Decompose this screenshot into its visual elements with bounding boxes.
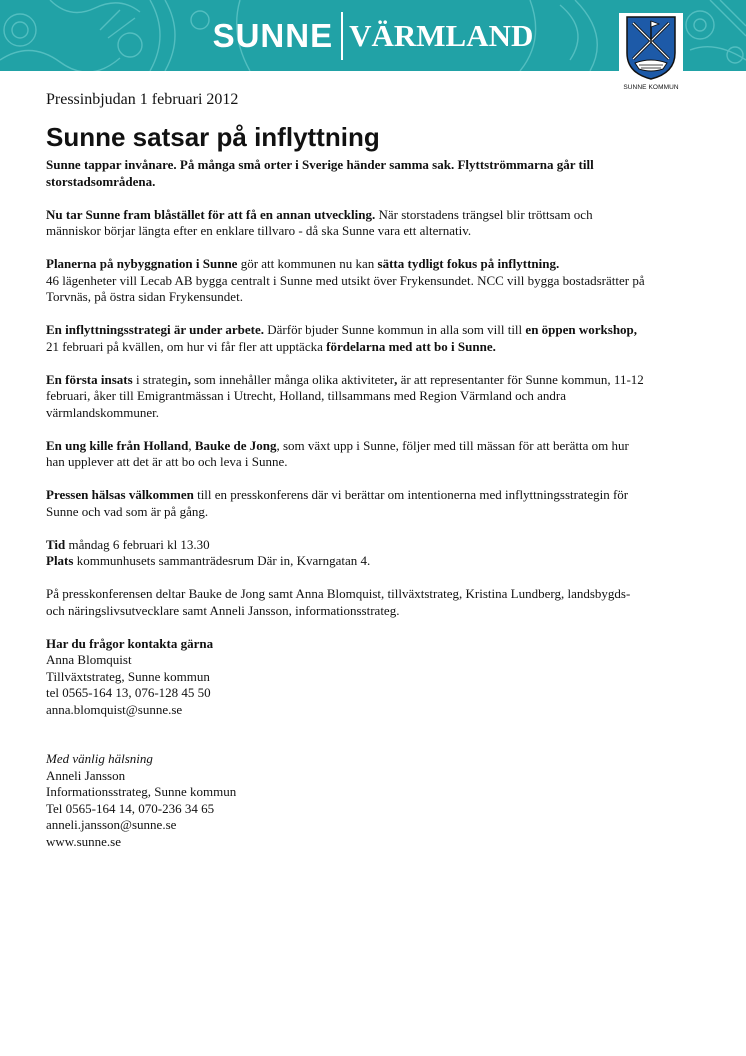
construction-bold-1: Planerna på nybyggnation i Sunne: [46, 256, 238, 271]
paragraph-participants: På presskonferensen deltar Bauke de Jong samt Anna Blomquist, tillväxtstrateg, Kristina Lundberg, landsbygds- och näringslivsutvecklare samt Anneli Jansson, informationsstrateg.: [46, 586, 631, 618]
event-place-value: kommunhusets sammanträdesrum Där in, Kvarngatan 4.: [73, 553, 371, 568]
dateline: Pressinbjudan 1 februari 2012: [46, 91, 239, 108]
event-time: [46, 537, 646, 554]
signature-greeting: [46, 751, 646, 768]
strategy-bold-2: en öppen workshop,: [525, 322, 638, 337]
first-effort-comma-1: ,: [187, 371, 191, 387]
press-bold: Pressen hälsas välkommen: [46, 487, 194, 502]
construction-text-2: 46 lägenheter vill Lecab AB bygga centralt i Sunne med utsikt över Frykensundet. NCC vill bygga bostadsrätter på Torvnäs, på östra sidan Frykensundet.: [46, 272, 645, 304]
signature-greeting-text: Med vänlig hälsning: [46, 751, 153, 766]
first-effort-comma-2: ,: [394, 371, 398, 387]
holland-text-2: , som växt upp i Sunne, följer med till mässan för att berätta om hur han upplever att det är att bo och leva i Sunne.: [46, 437, 629, 469]
contact-name: Anna Blomquist: [46, 652, 132, 667]
paragraph-development-text: När storstadens trängsel blir tröttsam och människor börjar längta efter en enklare tillvaro - då ska Sunne vara ett alternativ.: [46, 206, 593, 238]
paragraph-construction: [46, 256, 646, 306]
holland-bold-1: En ung kille från Holland: [46, 437, 189, 453]
spacer: [46, 718, 646, 751]
contact-block: [46, 636, 646, 719]
holland-text-1: ,: [188, 437, 195, 453]
first-effort-text-3: är att representanter för Sunne kommun, 11-12 februari, åker till Emigrantmässan i Utrecht, Holland, tillsammans med Region Värmland och andra värmlandskommuner.: [46, 371, 644, 420]
brand-sunne: SUNNE: [212, 17, 334, 54]
municipal-crest: [619, 13, 683, 81]
crest-icon: [619, 13, 683, 81]
first-effort-text-1: i strategin: [132, 371, 188, 387]
contact-phone: tel 0565-164 13, 076-128 45 50: [46, 685, 211, 700]
paragraph-first-effort: [46, 372, 646, 422]
signature-name: Anneli Jansson: [46, 767, 126, 783]
press-text: till en presskonferens där vi berättar om intentionerna med inflyttningsstrategin för Sunne och vad som är på gång.: [46, 487, 629, 519]
event-details: [46, 537, 646, 570]
contact-role: Tillväxtstrateg, Sunne kommun: [46, 668, 210, 684]
strategy-text-2: 21 februari på kvällen, om hur vi får fler att upptäcka: [46, 338, 327, 354]
strategy-bold-1: En inflyttningsstrategi är under arbete.: [46, 322, 264, 337]
signature-phone: Tel 0565-164 14, 070-236 34 65: [46, 800, 215, 816]
paragraph-holland: [46, 438, 646, 471]
paragraph-strategy: [46, 322, 646, 355]
contact-heading: Har du frågor kontakta gärna: [46, 635, 214, 651]
construction-text-1: gör att kommunen nu kan: [237, 256, 378, 271]
first-effort-text-2: som innehåller många olika aktiviteter: [190, 371, 395, 387]
signature-website[interactable]: www.sunne.se: [46, 833, 121, 849]
lead-paragraph: Sunne tappar invånare. På många små orter i Sverige händer samma sak. Flyttströmmarna går till storstadsområdena.: [46, 157, 594, 189]
holland-bold-2: Bauke de Jong: [194, 437, 277, 453]
signature-email[interactable]: anneli.jansson@sunne.se: [46, 817, 177, 832]
strategy-text-1: Därför bjuder Sunne kommun in alla som vill till: [264, 322, 526, 337]
brand-divider: [341, 12, 343, 60]
page-title: Sunne satsar på inflyttning: [46, 122, 380, 152]
event-place-label: Plats: [46, 553, 74, 568]
crest-caption: SUNNE KOMMUN: [623, 84, 679, 91]
strategy-bold-3: fördelarna med att bo i Sunne.: [326, 338, 496, 354]
first-effort-bold-1: En första insats: [46, 371, 133, 387]
event-time-label: Tid: [46, 536, 66, 552]
construction-bold-2: sätta tydligt fokus på inflyttning.: [377, 256, 560, 271]
signature-role: Informationsstrateg, Sunne kommun: [46, 784, 237, 799]
paragraph-press: [46, 487, 646, 520]
event-time-value: måndag 6 februari kl 13.30: [65, 536, 210, 552]
press-release-body: [46, 90, 646, 850]
event-place: [46, 553, 646, 570]
brand-varmland: VÄRMLAND: [349, 18, 534, 53]
spacer: [46, 570, 646, 587]
signature-block: [46, 751, 646, 850]
paragraph-development: [46, 207, 646, 240]
contact-email[interactable]: anna.blomquist@sunne.se: [46, 701, 183, 717]
paragraph-development-bold: Nu tar Sunne fram blåstället för att få en annan utveckling.: [46, 206, 376, 222]
